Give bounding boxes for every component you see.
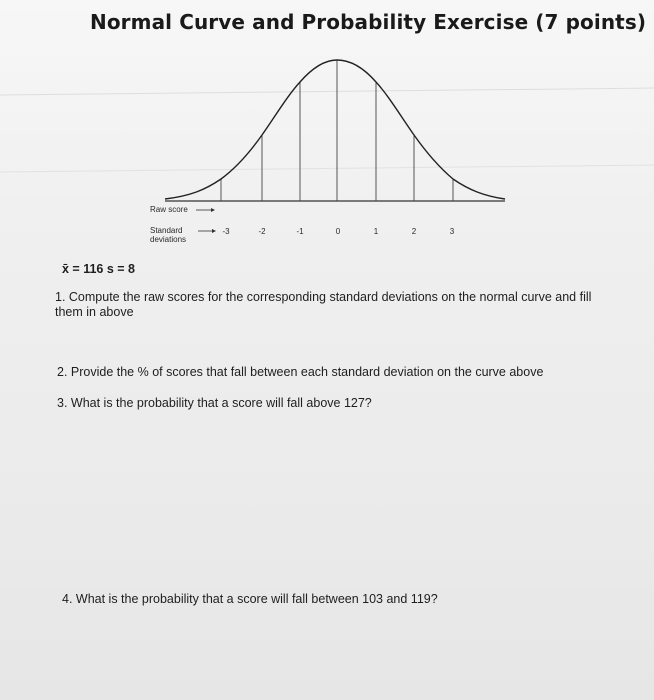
question-1: 1. Compute the raw scores for the corresponding standard deviations on the normal curve and fill them in above [55,290,592,319]
given-statistics: x̄ = 116 s = 8 [62,262,135,276]
bell-curve [165,60,505,199]
std-arrow-head [212,229,216,233]
tick-label: -2 [258,227,266,236]
raw-score-arrow-head [211,208,215,212]
question-4: 4. What is the probability that a score will fall between 103 and 119? [62,592,438,606]
paper-fold-line [0,165,654,172]
question-3: 3. What is the probability that a score will fall above 127? [57,396,372,410]
tick-label: -1 [296,227,304,236]
paper-fold-line [0,88,654,95]
tick-label: 3 [449,227,455,236]
std-label-line1: Standard [150,226,183,235]
tick-label: 1 [373,227,379,236]
tick-label: 0 [335,227,341,236]
tick-label: 2 [411,227,417,236]
normal-curve-figure [0,0,654,260]
question-2: 2. Provide the % of scores that fall between each standard deviation on the curve above [57,365,544,379]
raw-score-label: Raw score [150,205,188,214]
page-title: Normal Curve and Probability Exercise (7 points) [90,10,647,34]
tick-label: -3 [222,227,230,236]
standard-deviations-label [150,226,186,244]
std-label-line2: deviations [150,235,187,244]
